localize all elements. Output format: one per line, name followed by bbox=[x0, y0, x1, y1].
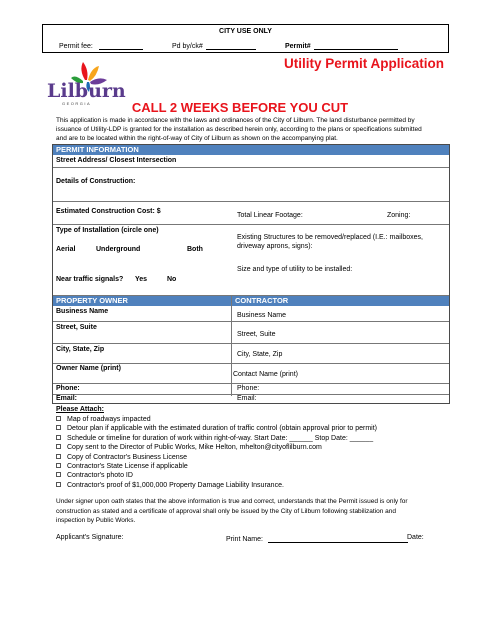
permit-info-header: PERMIT INFORMATION bbox=[53, 145, 449, 155]
logo-wordmark: Lilburn bbox=[47, 80, 126, 102]
checkbox-icon[interactable] bbox=[56, 482, 61, 487]
owner-city-field[interactable]: City, State, Zip bbox=[56, 346, 105, 353]
construction-details-field[interactable]: Details of Construction: bbox=[56, 178, 136, 185]
paid-by-label: Pd by/ck# bbox=[172, 43, 203, 50]
linear-footage-field[interactable]: Total Linear Footage: bbox=[237, 212, 303, 219]
undersign-statement bbox=[56, 497, 456, 526]
existing-structures-label-cont: driveway aprons, signs): bbox=[237, 243, 313, 250]
street-address-field[interactable]: Street Address/ Closest Intersection bbox=[56, 157, 177, 164]
permit-number-field[interactable] bbox=[285, 41, 398, 50]
print-name-field[interactable] bbox=[226, 534, 408, 543]
attach-list bbox=[56, 415, 466, 490]
city-use-title: CITY USE ONLY bbox=[219, 28, 272, 35]
permit-number-label: Permit# bbox=[285, 43, 311, 50]
installation-type-label: Type of Installation (circle one) bbox=[56, 227, 159, 234]
contractor-email-field[interactable]: Email: bbox=[237, 395, 257, 402]
owner-street-field[interactable]: Street, Suite bbox=[56, 324, 97, 331]
date-field[interactable]: Date: bbox=[407, 534, 424, 541]
option-aerial[interactable]: Aerial bbox=[56, 246, 76, 253]
attach-item[interactable]: Schedule or timeline for duration of work within right-of-way. Start Date: ______ Stop Date: ______ bbox=[56, 434, 466, 443]
option-signals-no[interactable]: No bbox=[167, 276, 177, 283]
applicant-signature-field[interactable]: Applicant's Signature: bbox=[56, 534, 124, 541]
paid-by-field[interactable] bbox=[172, 41, 256, 50]
contractor-contact-name-field[interactable]: Contact Name (print) bbox=[233, 371, 298, 378]
intro-line: issuance of Utility-LDP is granted for the installation as described herein only, according to the plans or specifications submitted bbox=[56, 126, 422, 133]
attach-item[interactable]: Copy sent to the Director of Public Works, Mike Helton, mhelton@cityoflilburn.com bbox=[56, 443, 466, 452]
checkbox-icon[interactable] bbox=[56, 463, 61, 468]
existing-structures-label: Existing Structures to be removed/replaced (I.E.: mailboxes, bbox=[237, 234, 423, 241]
permit-form bbox=[52, 144, 450, 404]
attach-item[interactable]: Contractor's proof of $1,000,000 Property Damage Liability Insurance. bbox=[56, 481, 466, 490]
intro-line: This application is made in accordance with the laws and ordinances of the City of Lilburn. The land disturbance permitted by bbox=[56, 117, 415, 124]
utility-size-type-field[interactable]: Size and type of utility to be installed: bbox=[237, 266, 353, 273]
permit-fee-field[interactable] bbox=[59, 41, 143, 50]
contractor-business-name-field[interactable]: Business Name bbox=[237, 312, 287, 319]
checkbox-icon[interactable] bbox=[56, 472, 61, 477]
owner-business-name-field[interactable]: Business Name bbox=[56, 308, 109, 315]
zoning-field[interactable]: Zoning: bbox=[387, 212, 411, 219]
intro-line: and are to be located within the right-of-way of City of Lilburn as shown on the accompanying plat. bbox=[56, 135, 338, 142]
option-both[interactable]: Both bbox=[187, 246, 203, 253]
owner-phone-field[interactable]: Phone: bbox=[56, 385, 80, 392]
checkbox-icon[interactable] bbox=[56, 416, 61, 421]
permit-fee-label: Permit fee: bbox=[59, 43, 93, 50]
logo-subtext: GEORGIA bbox=[62, 101, 92, 106]
attach-title: Please Attach: bbox=[56, 406, 104, 413]
intro-paragraph bbox=[56, 116, 456, 143]
traffic-signals-label: Near traffic signals? bbox=[56, 276, 124, 283]
checkbox-icon[interactable] bbox=[56, 454, 61, 459]
option-signals-yes[interactable]: Yes bbox=[135, 276, 148, 283]
owner-email-field[interactable]: Email: bbox=[56, 395, 78, 402]
existing-structures-field[interactable] bbox=[237, 233, 423, 251]
attach-item[interactable]: Detour plan if applicable with the estimated duration of traffic control (obtain approval prior to permit) bbox=[56, 424, 466, 433]
contractor-street-field[interactable]: Street, Suite bbox=[237, 331, 276, 338]
estimated-cost-field[interactable]: Estimated Construction Cost: $ bbox=[56, 208, 161, 215]
call-banner: CALL 2 WEEKS BEFORE YOU CUT bbox=[131, 100, 349, 115]
attach-item[interactable]: Contractor's State License if applicable bbox=[56, 462, 466, 471]
lilburn-logo bbox=[45, 58, 126, 106]
undersign-line: inspection by Public Works. bbox=[56, 517, 136, 524]
document-title: Utility Permit Application bbox=[283, 56, 444, 71]
checkbox-icon[interactable] bbox=[56, 425, 61, 430]
property-owner-header: PROPERTY OWNER bbox=[53, 296, 231, 306]
owner-name-field[interactable]: Owner Name (print) bbox=[56, 365, 121, 372]
print-name-label: Print Name: bbox=[226, 536, 263, 543]
contractor-city-field[interactable]: City, State, Zip bbox=[237, 351, 283, 358]
attach-item[interactable]: Contractor's photo ID bbox=[56, 471, 466, 480]
checkbox-icon[interactable] bbox=[56, 444, 61, 449]
option-underground[interactable]: Underground bbox=[96, 246, 141, 253]
city-use-box bbox=[42, 24, 449, 53]
undersign-line: construction as stated and a certificate of approval shall only be issued by the City of Lilburn following stabilization and bbox=[56, 507, 396, 515]
attach-item[interactable]: Copy of Contractor's Business License bbox=[56, 453, 466, 462]
contractor-header: CONTRACTOR bbox=[232, 296, 449, 306]
logo-mark-icon bbox=[45, 58, 126, 106]
undersign-line: Under signer upon oath states that the above information is true and correct, understands that the Permit issued is only for bbox=[56, 498, 408, 505]
attach-item[interactable]: Map of roadways impacted bbox=[56, 415, 466, 424]
contractor-phone-field[interactable]: Phone: bbox=[237, 385, 260, 392]
checkbox-icon[interactable] bbox=[56, 435, 61, 440]
